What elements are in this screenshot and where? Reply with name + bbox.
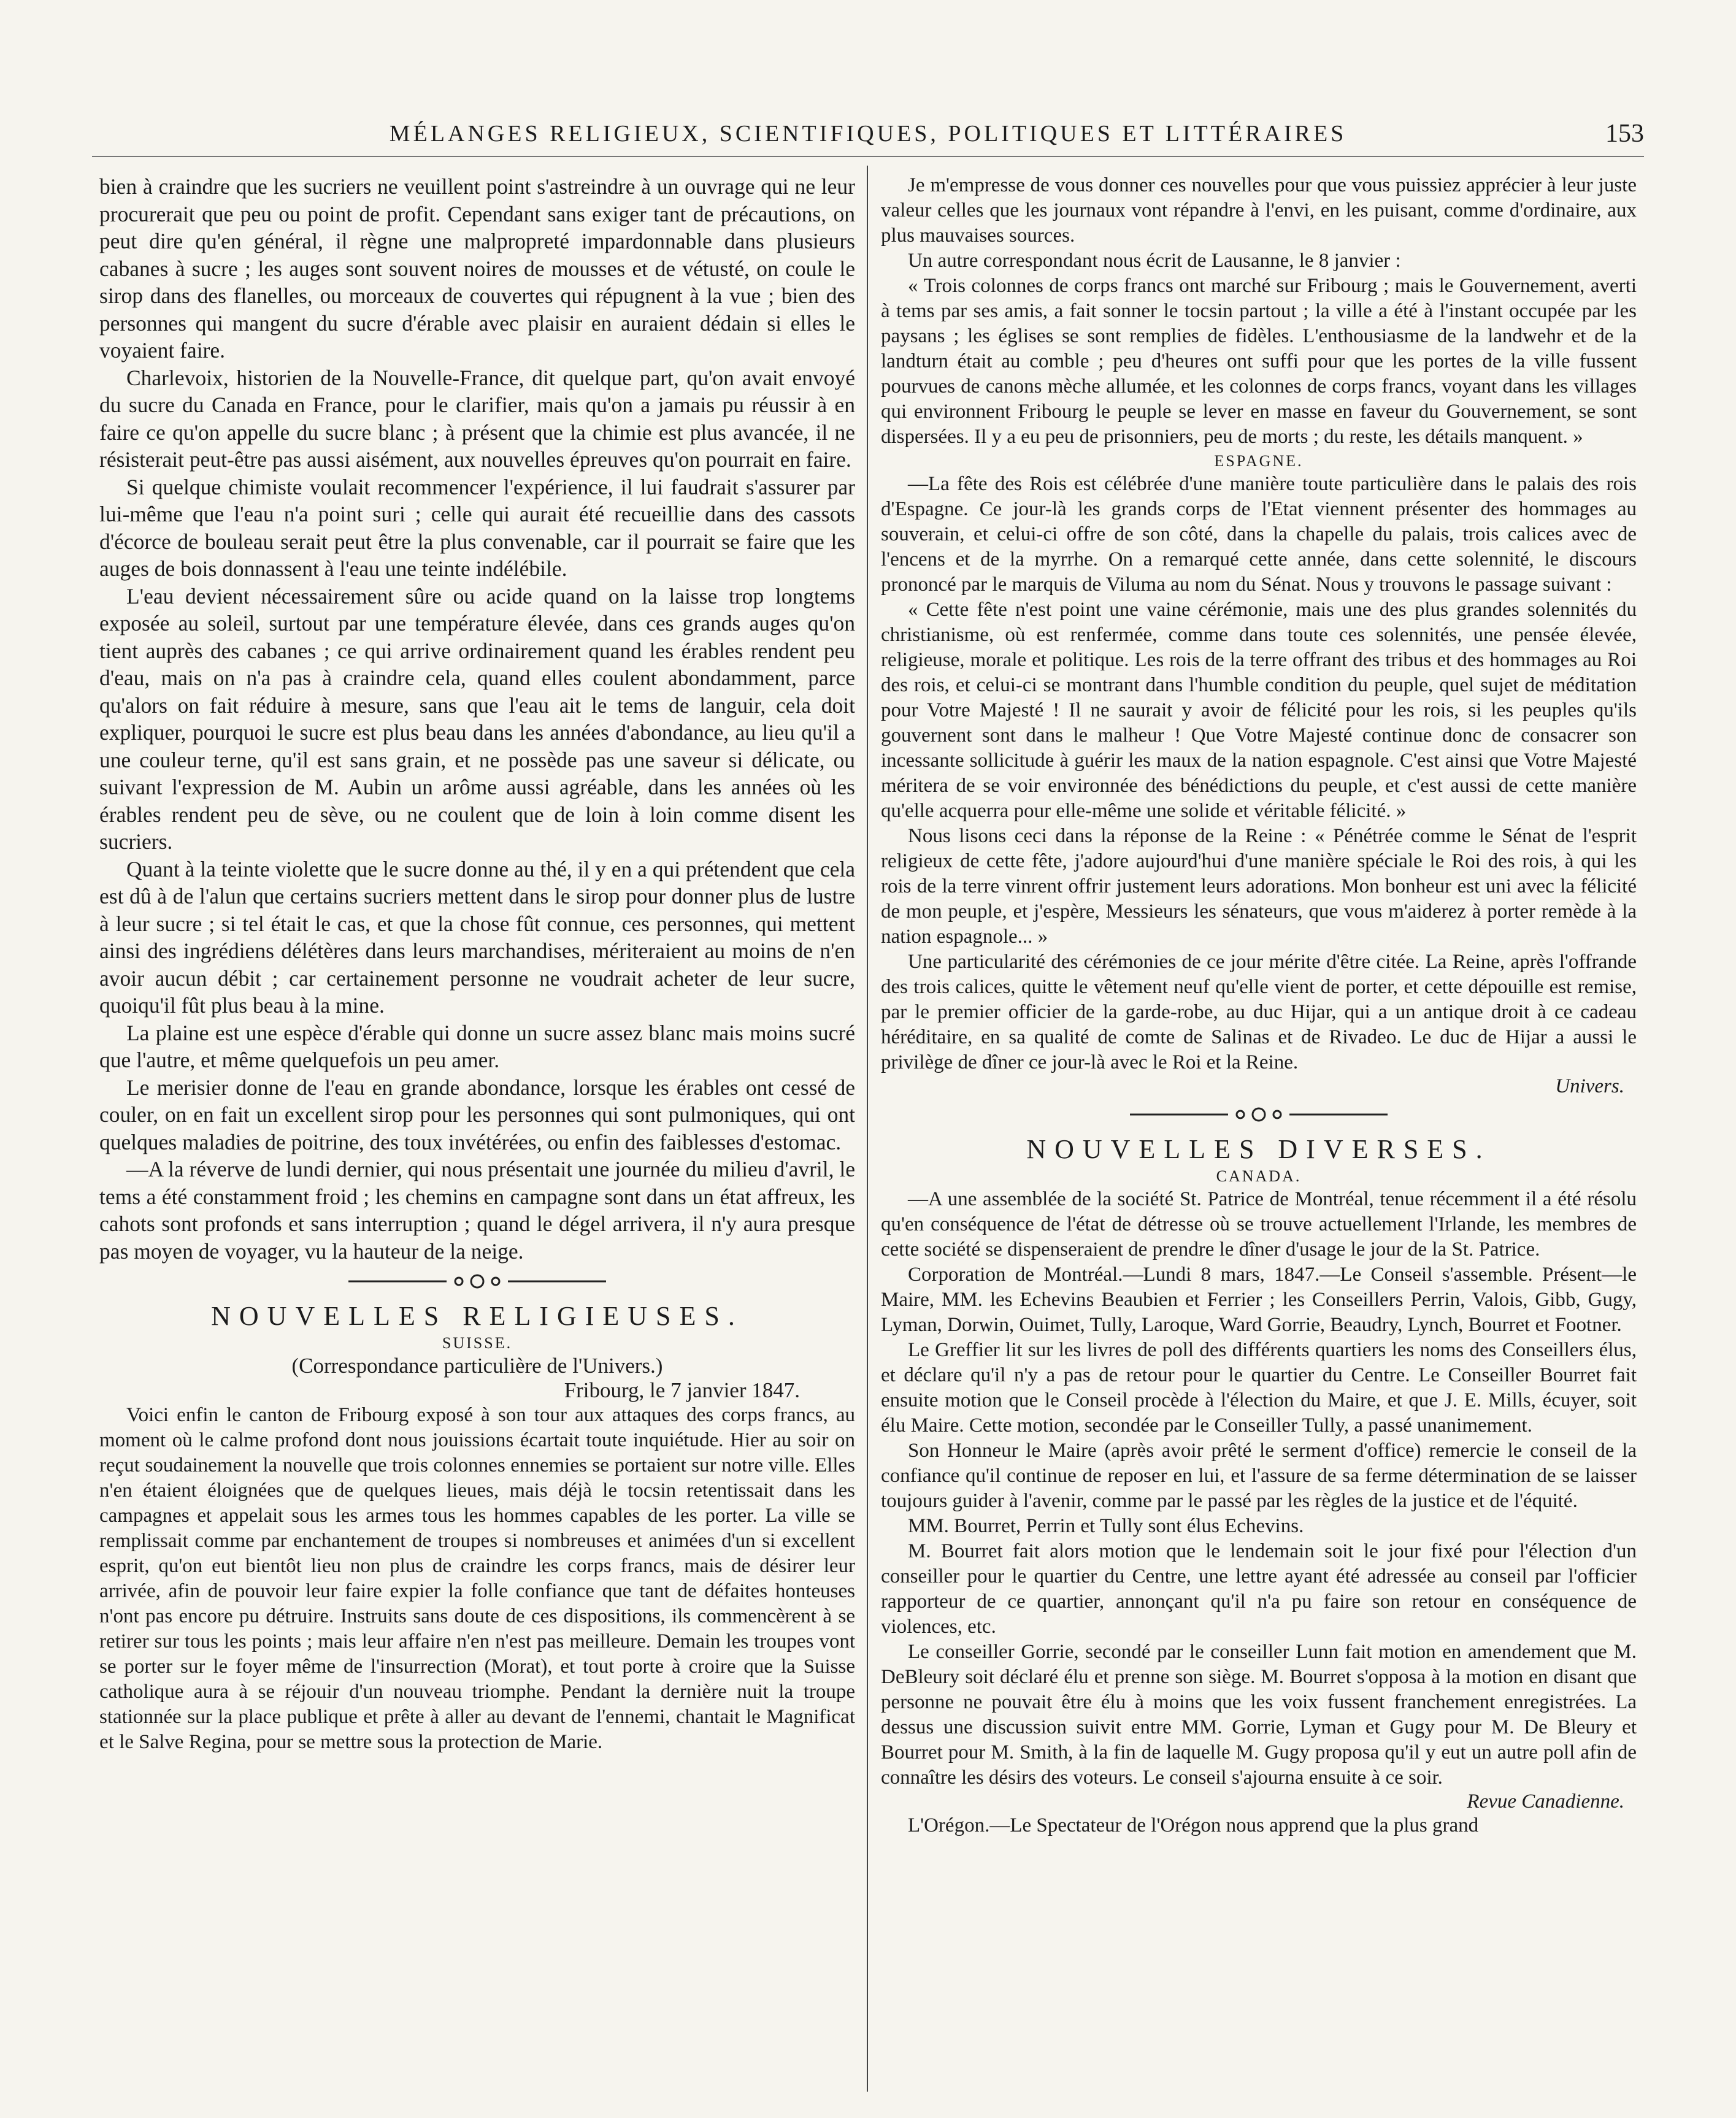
article-paragraph: Voici enfin le canton de Fribourg exposé à son tour aux attaques des corps francs, au moment où le calme profond dont nous jouissions écartait toute inquiétude. Hier au soir on reçut soudainement la nouvelle que trois colonnes ennemies se portaient sur notre ville. Elles n'en étaient éloignées que de quelques lieues, mais déjà le tocsin retentissait dans les campagnes et appelait sous les armes tous les hommes capables de les porter. La ville se remplissait comme par enchantement de troupes si nombreuses et animées d'un si excellent esprit, qu'on eut bientôt lieu non plus de craindre les corps francs, mais de désirer leur arrivée, afin de pouvoir leur faire expier la folle confiance que tant de défaites honteuses n'ont pas encore pu détruire. Instruits sans doute de ces dispositions, ils commencèrent à se retirer sur tous les points ; mais leur affaire n'en n'est pas meilleure. Demain les troupes vont se porter sur le foyer même de l'insurrection (Morat), et tout porte à croire que la Suisse catholique aura à se réjouir d'un nouveau triomphe. Pendant la dernière nuit la troupe stationnée sur la place publique et prête à aller au devant de l'ennemi, chantait le Magnificat et le Salve Regina, pour se mettre sous la protection de Marie. [99,1404,855,1753]
page-number: 153 [1605,120,1644,148]
page-header [92,117,1644,157]
article-paragraph: « Trois colonnes de corps francs ont marché sur Fribourg ; mais le Gouvernement, averti à tems par ses amis, a fait sonner le tocsin partout ; la ville a été à l'instant occupée par les paysans ; les églises se sont remplies de fidèles. L'enthousiasme de la landwehr et de la landturn était au comble ; peu d'heures ont suffi pour que les portes de la ville fussent pourvues de canons mèche allumée, et les colonnes de corps francs, voyant dans les villages qui environnent Fribourg le peuple se lever en masse en faveur du Gouvernement, se sont dispersées. Il y a eu peu de prisonniers, peu de morts ; du reste, les détails manquent. » [881,275,1637,448]
article-paragraph: —A une assemblée de la société St. Patrice de Montréal, tenue récemment il a été résolu qu'en conséquence de l'état de détresse où se trouve actuellement l'Irlande, les membres de cette société se dispenseraient de prendre le dîner d'usage le jour de la St. Patrice. [881,1188,1637,1260]
article-paragraph: Si quelque chimiste voulait recommencer l'expérience, il lui faudrait s'assurer par lui-même que l'eau n'a point suri ; celle qui aurait été recueillie dans des cassots d'écorce de bouleau serait peut être la plus convenable, car il pourrait se faire que les auges de bois donnassent à l'eau une teinte indélébile. [99,474,855,581]
ornament-divider [348,1271,606,1292]
article-paragraph: —La fête des Rois est célébrée d'une manière toute particulière dans le palais des rois d'Espagne. Ce jour-là les grands corps de l'Etat viennent présenter des hommages au souverain, et celui-ci offre de son côté, dans la chapelle du palais, trois calices avec de l'encens et de la myrrhe. On a remarqué cette année, dans cette solennité, le discours prononcé par le marquis de Viluma au nom du Sénat. Nous y trouvons le passage suivant : [881,473,1637,596]
running-title: MÉLANGES RELIGIEUX, SCIENTIFIQUES, POLITIQUES ET LITTÉRAIRES [389,121,1347,147]
article-paragraph: Le conseiller Gorrie, secondé par le conseiller Lunn fait motion en amendement que M. DeBleury soit déclaré élu et prenne son siège. M. Bourret s'opposa à la motion en disant que personne ne pouvait être élu à moins que les voix fussent franchement enregistrées. La dessus une discussion suivit entre MM. Gorrie, Lyman et Gugy pour M. De Bleury et Bourret pour M. Smith, à la fin de laquelle M. Gugy proposa qu'il y eut un autre poll afin de connaître les désirs des voteurs. Le conseil s'ajourna ensuite à ce soir. [881,1641,1637,1789]
article-paragraph: Son Honneur le Maire (après avoir prêté le serment d'office) remercie le conseil de la confiance qu'il continue de reposer en lui, et l'assure de sa ferme détermination de se laisser toujours guider à l'avenir, comme par le passé par les règles de la justice et de l'équité. [881,1440,1637,1512]
correspondence-line: (Correspondance particulière de l'Univers.) [291,1354,663,1378]
article-paragraph: Le merisier donne de l'eau en grande abondance, lorsque les érables ont cessé de couler, on en fait un excellent sirop pour les personnes qui sont pulmoniques, qui ont quelques maladies de poitrine, des toux invétérées, ou enfin des faiblesses d'estomac. [99,1075,855,1154]
article-paragraph: bien à craindre que les sucriers ne veuillent point s'astreindre à un ouvrage qui ne leur procurerait que peu ou point de profit. Cependant sans exiger tant de précautions, on peut dire qu'en général, il règne une malpropreté impardonnable dans plusieurs cabanes à sucre ; les auges sont souvent noires de mousses et de vétusté, on coule le sirop dans des flanelles, ou morceaux de couvertes qui répugnent à la vue ; bien des personnes qui mangent du sucre d'érable avec plaisir en auraient dédain si elles le voyaient faire. [99,174,855,363]
dateline: Fribourg, le 7 janvier 1847. [564,1378,800,1402]
article-paragraph: Une particularité des cérémonies de ce jour mérite d'être citée. La Reine, après l'offrande des trois calices, quitte le vêtement neuf qu'elle vient de porter, et cette dépouille est remise, par le premier officier de la garde-robe, au duc Hijar, qui a un antique droit à ce cadeau héréditaire, en sa qualité de comte de Salinas et de Rivadeo. Le duc de Hijar a aussi le privilège de dîner ce jour-là avec le Roi et la Reine. [881,951,1637,1073]
section-subhead: ESPAGNE. [1214,452,1304,470]
article-paragraph: L'Orégon.—Le Spectateur de l'Orégon nous apprend que la plus grand [908,1814,1479,1836]
section-subhead: SUISSE. [442,1334,513,1352]
article-paragraph: Un autre correspondant nous écrit de Lausanne, le 8 janvier : [908,250,1401,272]
article-paragraph: MM. Bourret, Perrin et Tully sont élus Echevins. [908,1515,1304,1537]
section-title: NOUVELLES RELIGIEUSES. [211,1301,743,1331]
article-paragraph: Quant à la teinte violette que le sucre donne au thé, il y en a qui prétendent que cela est dû à de l'alun que certains sucriers mettent dans le sirop pour donner plus de lustre à leur sucre ; si tel était le cas, et que la chose fût connue, ces personnes, qui mettent ainsi des ingrédiens délétères dans leurs marchandises, mériteraient au moins de n'en avoir aucun débit ; car certainement personne ne voudrait acheter de leur sucre, quoiqu'il fût plus beau à la mine. [99,856,855,1018]
article-paragraph: Charlevoix, historien de la Nouvelle-France, dit quelque part, qu'on avait envoyé du sucre du Canada en France, pour le clarifier, mais qu'on a jamais pu réussir à en faire ce qu'on appelle du sucre blanc ; à présent que la chimie est plus avancée, il ne résisterait peut-être pas aussi aisément, aux nouvelles épreuves qu'on pourrait en faire. [99,365,855,472]
source-signature: Revue Canadienne. [1467,1790,1624,1813]
section-title: NOUVELLES DIVERSES. [1026,1134,1491,1164]
article-paragraph: « Cette fête n'est point une vaine cérémonie, mais une des plus grandes solennités du christianisme, où est renfermée, comme dans toute ces solennités, une pensée élevée, religieuse, morale et politique. Les rois de la terre offrant des tribus et des hommages au Roi des rois, et celui-ci se montrant dans l'humble condition du peuple, quel sujet de méditation pour Votre Majesté ! Il ne saurait y avoir de félicité pour les rois, si les peuples qu'ils gouvernent sont dans le malheur ! Que Votre Majesté continue donc de consacrer son incessante sollicitude à guérir les maux de la nation espagnole. C'est ainsi que Votre Majesté méritera de se voir environnée des bénédictions du peuple, et c'est aussi de cette manière qu'elle acquerra pour elle-même une solide et véritable félicité. » [881,599,1637,822]
left-column [99,173,855,2093]
article-paragraph: L'eau devient nécessairement sûre ou acide quand on la laisse trop longtems exposée au soleil, surtout par une température élevée, dans ces grands auges qu'on tient auprès des cabanes ; ce qui arrive ordinairement quand les érables rendent peu d'eau, mais on n'a pas à craindre cela, quand elles coulent abondamment, parce qu'alors on fait réduire à mesure, sans que l'eau ait le tems de languir, cela doit expliquer, pourquoi le sucre est plus beau dans les années d'abondance, au lieu qu'il a une couleur terne, qu'il est sans grain, et ne possède pas une saveur si délicate, ou suivant l'expression de M. Aubin un arôme aussi agréable, dans les années où les érables rendent peu de sève, ou ne coulent que de loin à loin comme disent les sucriers. [99,583,855,854]
right-column [881,173,1637,2093]
article-paragraph: —A la réverve de lundi dernier, qui nous présentait une journée du milieu d'avril, le tems a été constamment froid ; les chemins en campagne sont dans un état affreux, les cahots sont profonds et sans interruption ; quand le dégel arrivera, il n'y aura presque pas moyen de voyager, vu la hauteur de la neige. [99,1157,855,1264]
article-paragraph: Je m'empresse de vous donner ces nouvelles pour que vous puissiez apprécier à leur juste valeur celles que les journaux vont répandre à l'envi, en les puisant, comme d'ordinaire, aux plus mauvaises sources. [881,174,1637,247]
article-paragraph: Corporation de Montréal.—Lundi 8 mars, 1847.—Le Conseil s'assemble. Présent—le Maire, MM. les Echevins Beaubien et Ferrier ; les Conseillers Perrin, Valois, Gibb, Gugy, Lyman, Dorwin, Ouimet, Tully, Laroque, Ward Gorrie, Beaudry, Lynch, Bourret et Footner. [881,1264,1637,1336]
column-rule [867,166,868,2092]
section-subhead: CANADA. [1216,1167,1302,1185]
ornament-divider [1130,1104,1388,1125]
article-paragraph: Le Greffier lit sur les livres de poll des différents quartiers les noms des Conseillers élus, et déclare qu'il n'y a pas de retour pour le quartier du Centre. Le Conseiller Bourret fait ensuite motion que le Conseil procède à l'élection du Maire, et que J. E. Mills, écuyer, soit élu Maire. Cette motion, secondée par le Conseiller Tully, a passé unanimement. [881,1339,1637,1437]
article-paragraph: Nous lisons ceci dans la réponse de la Reine : « Pénétrée comme le Sénat de l'esprit religieux de cette fête, j'adore aujourd'hui d'une manière spéciale le Roi des rois, à qui les rois de la terre vinrent offrir justement leurs adorations. Mon bonheur est uni avec la félicité de mon peuple, et j'espère, Messieurs les sénateurs, que vous m'aiderez à porter remède à la nation espagnole... » [881,825,1637,948]
source-signature: Univers. [1555,1075,1624,1097]
article-paragraph: La plaine est une espèce d'érable qui donne un sucre assez blanc mais moins sucré que l'autre, et même quelquefois un peu amer. [99,1020,855,1072]
article-paragraph: M. Bourret fait alors motion que le lendemain soit le jour fixé pour l'élection d'un conseiller pour le quartier du Centre, une lettre ayant été adressée au conseil par l'officier rapporteur de ce quartier, annonçant qu'il n'a pu faire son retour en conséquence de violences, etc. [881,1540,1637,1638]
